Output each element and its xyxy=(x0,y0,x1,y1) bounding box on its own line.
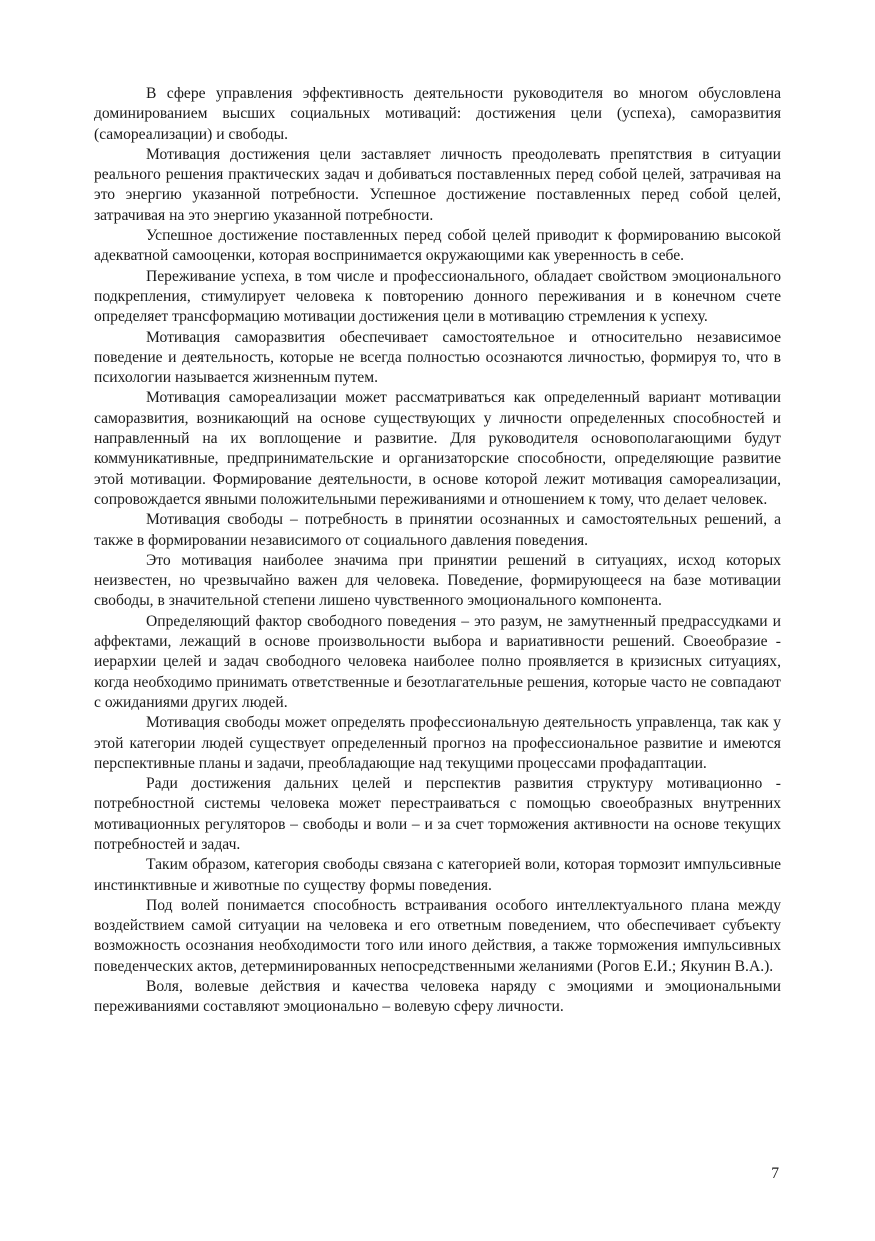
paragraph: Мотивация саморазвития обеспечивает самостоятельное и относительно независимое поведение и деятельность, которые не всегда полностью осознаются личностью, формируя то, что в психологии называется жизненным путем. xyxy=(94,328,781,387)
body-text xyxy=(94,84,781,1018)
paragraph: Ради достижения дальних целей и перспектив развития структуру мотивационно - потребностной системы человека может перестраиваться с помощью своеобразных внутренних мотивационных регуляторов – свободы и воли – и за счет торможения активности на основе текущих потребностей и задач. xyxy=(94,775,781,853)
paragraph: В сфере управления эффективность деятельности руководителя во многом обусловлена доминированием высших социальных мотиваций: достижения цели (успеха), саморазвития (самореализации) и свободы. xyxy=(94,85,781,143)
paragraph: Мотивация самореализации может рассматриваться как определенный вариант мотивации саморазвития, возникающий на основе существующих у личности определенных способностей и направленный на их воплощение и развитие. Для руководителя основополагающими будут коммуникативные, предпринимательские и организаторские способности, определяющие развитие этой мотивации. Формирование деятельности, в основе которой лежит мотивация самореализации, сопровождается явными положительными переживаниями и отношением к тому, что делает человек. xyxy=(94,389,781,508)
paragraph: Под волей понимается способность встраивания особого интеллектуального плана между воздействием самой ситуации на человека и его ответным поведением, что обеспечивает субъекту возможность осознания необходимости того или иного действия, а также торможения импульсивных поведенческих актов, детерминированных непосредственными желаниями (Рогов Е.И.; Якунин В.А.). xyxy=(94,896,781,975)
paragraph: Воля, волевые действия и качества человека наряду с эмоциями и эмоциональными переживаниями составляют эмоционально – волевую сферу личности. xyxy=(94,978,781,1016)
paragraph: Мотивация свободы может определять профессиональную деятельность управленца, так как у этой категории людей существует определенный прогноз на профессиональное развитие и имеются перспективные планы и задачи, преобладающие над текущими процессами профадаптации. xyxy=(94,714,781,772)
paragraph: Успешное достижение поставленных перед собой целей приводит к формированию высокой адекватной самооценки, которая воспринимается окружающими как уверенность в себе. xyxy=(94,227,781,265)
paragraph: Мотивация свободы – потребность в принятии осознанных и самостоятельных решений, а также в формировании независимого от социального давления поведения. xyxy=(94,511,781,549)
paragraph: Мотивация достижения цели заставляет личность преодолевать препятствия в ситуации реального решения практических задач и добиваться поставленных перед собой целей, затрачивая на это энергию указанной потребности. Успешное достижение поставленных перед собой целей, затрачивая на это энергию указанной потребности. xyxy=(94,145,781,224)
paragraph: Таким образом, категория свободы связана с категорией воли, которая тормозит импульсивные инстинктивные и животные по существу формы поведения. xyxy=(94,856,781,894)
paragraph: Определяющий фактор свободного поведения – это разум, не замутненный предрассудками и аффектами, лежащий в основе произвольности выбора и вариативности решений. Своеобразие - иерархии целей и задач свободного человека наиболее полно проявляется в кризисных ситуациях, когда необходимо принимать ответственные и безотлагательные решения, которые часто не совпадают с ожиданиями других людей. xyxy=(94,612,781,711)
paragraph: Переживание успеха, в том числе и профессионального, обладает свойством эмоционального подкрепления, стимулирует человека к повторению донного переживания и в конечном счете определяет трансформацию мотивации достижения цели в мотивацию стремления к успеху. xyxy=(94,267,781,326)
paragraph: Это мотивация наиболее значима при принятии решений в ситуациях, исход которых неизвестен, но чрезвычайно важен для человека. Поведение, формирующееся на базе мотивации свободы, в значительной степени лишено чувственного эмоционального компонента. xyxy=(94,551,781,610)
page-number: 7 xyxy=(771,1165,779,1182)
